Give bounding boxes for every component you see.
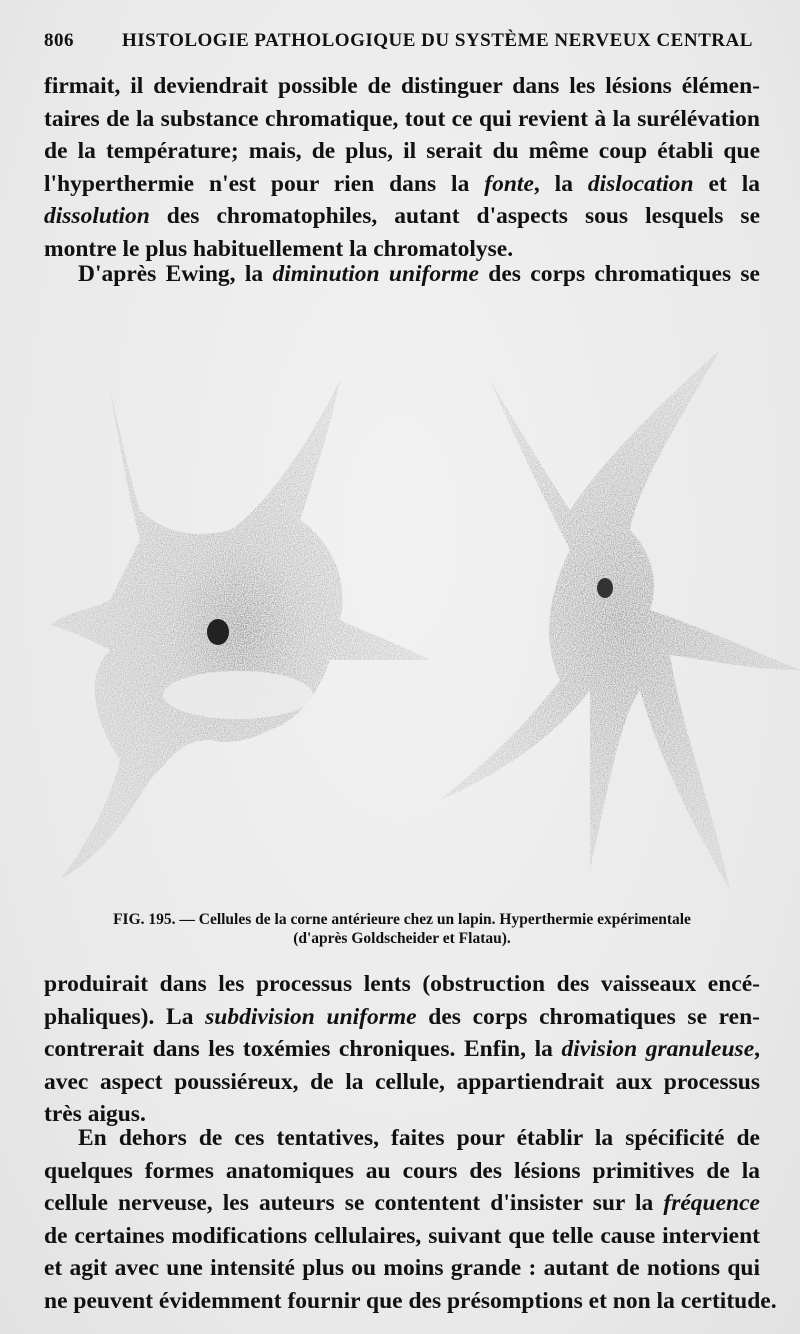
paragraph-1 — [44, 70, 760, 265]
italic-term: dissolution — [44, 203, 150, 229]
text-line: ne peuvent évidemment fournir que des présomptions et non la certitude. — [44, 1287, 777, 1314]
italic-term: diminution uniforme — [272, 261, 479, 287]
left-neuron-cell — [50, 380, 430, 880]
text-line: de la température; mais, de plus, il serait du même coup établi que — [44, 138, 760, 164]
italic-term: fonte — [484, 170, 534, 197]
page-number: 806 — [44, 30, 74, 51]
text-line: montre le plus habituellement la chromatolyse. — [44, 235, 514, 262]
italic-term: division granuleuse — [561, 1036, 755, 1062]
running-title: HISTOLOGIE PATHOLOGIQUE DU SYSTÈME NERVEUX CENTRAL — [122, 30, 753, 51]
left-neuron-nucleus — [207, 619, 229, 645]
figure-caption — [44, 910, 760, 948]
right-neuron-nucleus — [597, 578, 613, 598]
figure-illustration — [30, 340, 800, 910]
italic-term: fréquence — [663, 1190, 760, 1216]
text-line: D'après Ewing, la diminution uniforme des corps chromatiques se — [78, 261, 760, 287]
paragraph-2 — [44, 258, 760, 291]
text-line: taires de la substance chromatique, tout ce qui revient à la surélévation — [44, 105, 760, 132]
text-line: dissolution des chromatophiles, autant d'aspects sous lesquels se — [44, 203, 760, 229]
italic-term: dislocation — [587, 170, 694, 197]
paragraph-4 — [44, 1122, 777, 1317]
text-line: de certaines modifications cellulaires, suivant que telle cause intervient — [44, 1222, 760, 1249]
text-line: avec aspect poussiéreux, de la cellule, appartiendrait aux processus — [44, 1068, 760, 1095]
text-line: firmait, il deviendrait possible de distinguer dans les lésions élémen- — [44, 73, 760, 99]
text-line: et agit avec une intensité plus ou moins grande : autant de notions qui — [44, 1255, 760, 1281]
neuron-drawing — [30, 340, 800, 910]
text-line: phaliques). La subdivision uniforme des corps chromatiques se ren- — [44, 1003, 760, 1030]
running-head — [44, 30, 756, 60]
right-neuron-cell — [440, 350, 800, 890]
text-line: En dehors de ces tentatives, faites pour établir la spécificité de — [78, 1125, 760, 1151]
paragraph-3 — [44, 968, 760, 1131]
text-line: cellule nerveuse, les auteurs se contentent d'insister sur la fréquence — [44, 1190, 760, 1216]
text-line: contrerait dans les toxémies chroniques. Enfin, la division granuleuse, — [44, 1036, 761, 1062]
caption-line: (d'après Goldscheider et Flatau). — [293, 930, 511, 947]
italic-term: subdivision uniforme — [205, 1003, 417, 1030]
text-line: l'hyperthermie n'est pour rien dans la fonte, la dislocation et la — [44, 170, 760, 197]
text-line: très aigus. — [44, 1101, 146, 1127]
caption-line: FIG. 195. — Cellules de la corne antérieure chez un lapin. Hyperthermie expérimentale — [113, 911, 691, 928]
text-line: quelques formes anatomiques au cours des lésions primitives de la — [44, 1157, 760, 1184]
text-line: produirait dans les processus lents (obstruction des vaisseaux encé- — [44, 971, 760, 997]
